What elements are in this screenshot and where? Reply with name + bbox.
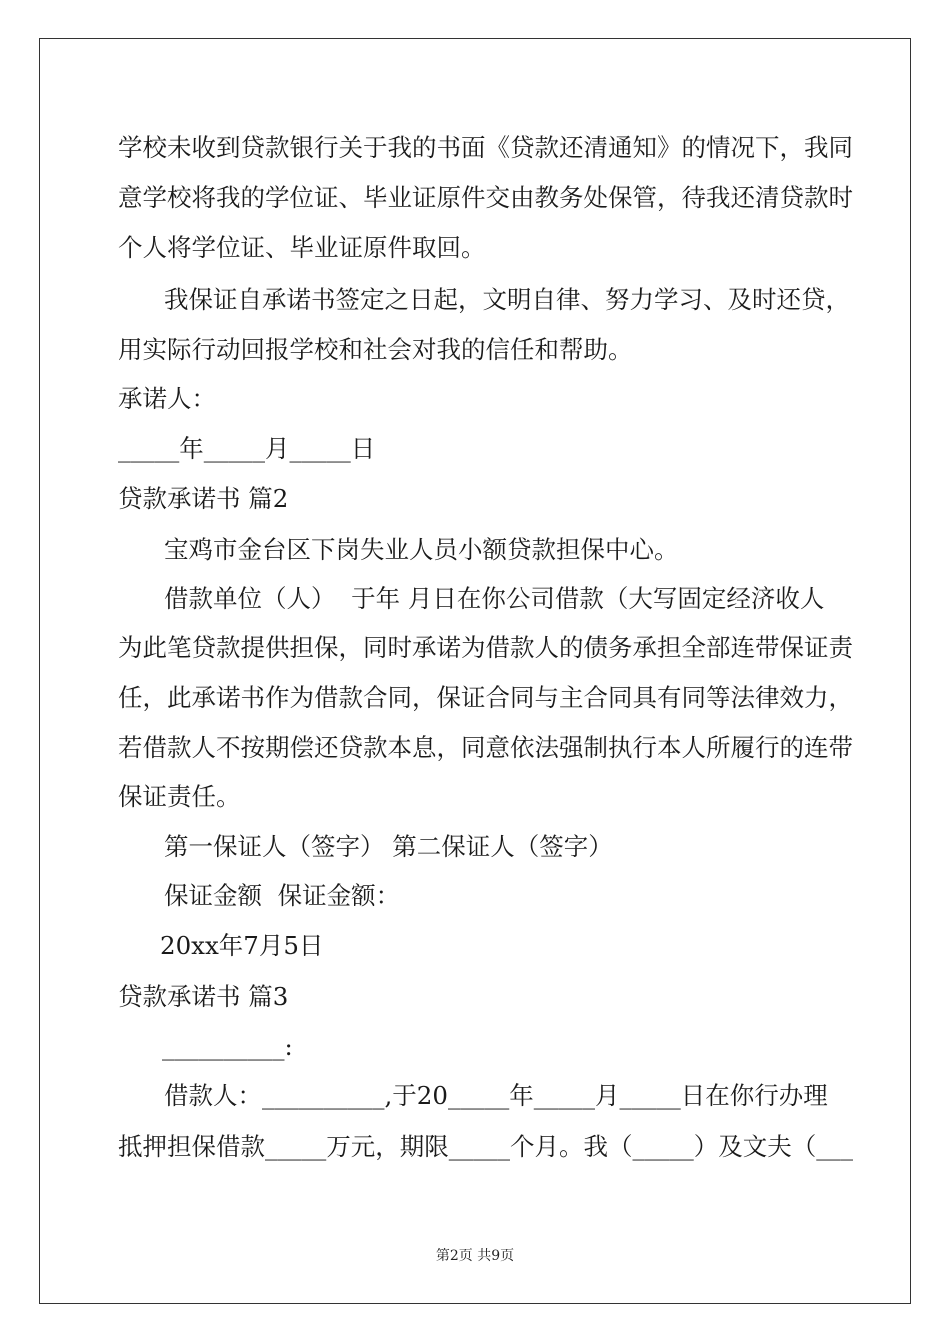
guarantee-amounts: 保证金额 保证金额： [164,881,401,910]
body-line: 宝鸡市金台区下岗失业人员小额贷款担保中心。 [164,535,679,564]
body-line: 用实际行动回报学校和社会对我的信任和帮助。 [118,335,633,364]
body-line: 若借款人不按期偿还贷款本息，同意依法强制执行本人所履行的连带 [118,733,853,762]
body-line: 个人将学位证、毕业证原件取回。 [118,233,486,262]
body-line: 借款人：__________,于20_____年_____月_____日在你行办理 [164,1081,828,1110]
body-line: 抵押担保借款_____万元，期限_____个月。我（_____）及文夫（___ [118,1132,853,1161]
body-line: 我保证自承诺书签定之日起，文明自律、努力学习、及时还贷， [164,285,850,314]
body-line: 为此笔贷款提供担保，同时承诺为借款人的债务承担全部连带保证责 [118,633,853,662]
body-line: 借款单位（人） 于年 月日在你公司借款（大写固定经济收人 [164,584,825,613]
page-border [39,38,911,1304]
page-number: 第2页 共9页 [435,1248,515,1264]
body-line: 保证责任。 [118,782,241,811]
addressee-blank: __________: [162,1032,293,1061]
signer-label: 承诺人： [118,384,216,413]
date-blank-line: _____年_____月_____日 [118,434,376,463]
body-line: 任，此承诺书作为借款合同，保证合同与主合同具有同等法律效力， [118,683,853,712]
section-heading: 贷款承诺书 篇3 [118,982,289,1011]
document-date: 20xx年7月5日 [160,931,324,960]
body-line: 意学校将我的学位证、毕业证原件交由教务处保管，待我还清贷款时 [118,183,853,212]
section-heading: 贷款承诺书 篇2 [118,484,289,513]
body-line: 学校未收到贷款银行关于我的书面《贷款还清通知》的情况下，我同 [118,133,853,162]
guarantor-signatures: 第一保证人（签字） 第二保证人（签字） [164,832,613,861]
